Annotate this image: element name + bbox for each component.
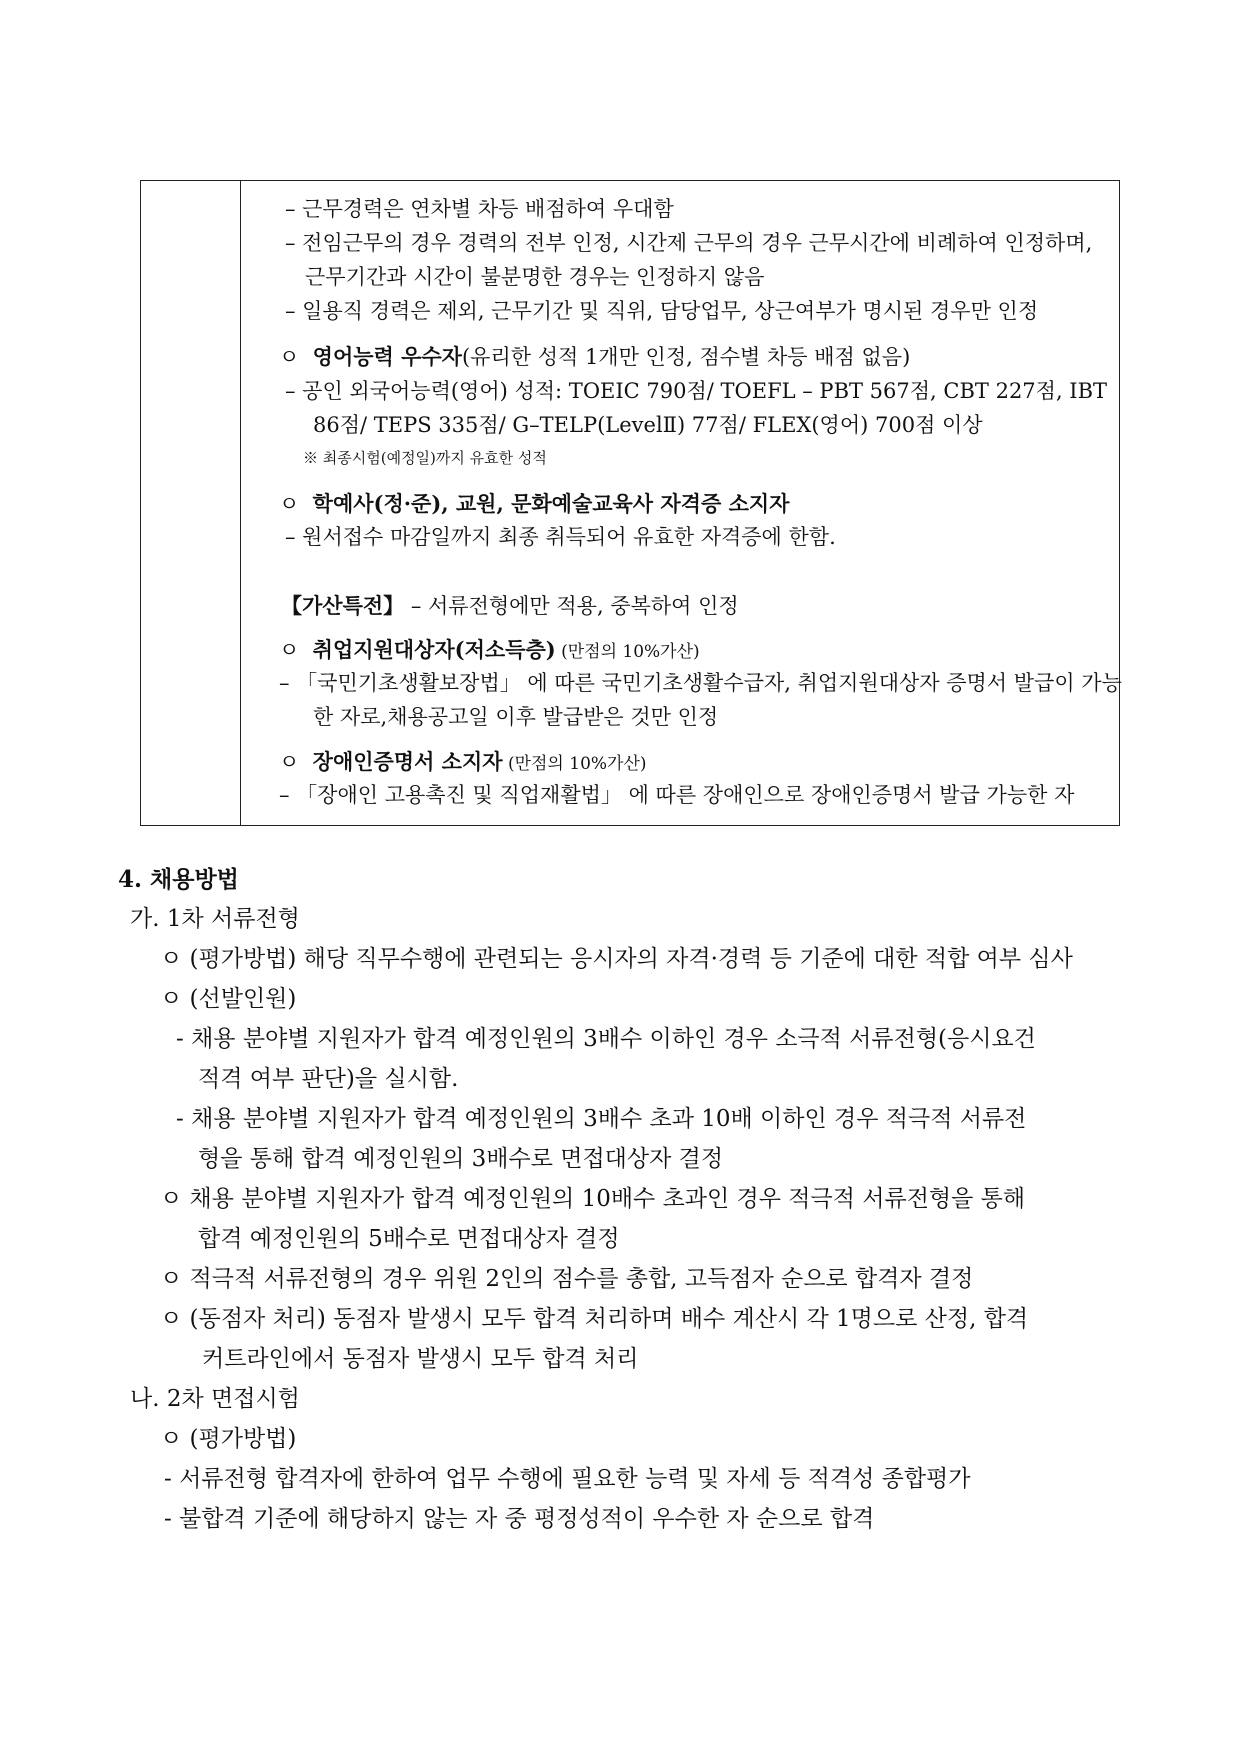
cert-line-1: – 원서접수 마감일까지 최종 취득되어 유효한 자격증에 한함. (285, 525, 836, 549)
a-line-6: 형을 통해 합격 예정인원의 3배수로 면접대상자 결정 (198, 1146, 724, 1172)
disab-title: 장애인증명서 소지자 (312, 749, 503, 774)
bullet-marker: ㅇ (279, 750, 300, 774)
employ-line-2: 한 자로,채용공고일 이후 발급받은 것만 인정 (313, 705, 719, 729)
english-line-1: – 공인 외국어능력(영어) 성적: TOEIC 790점/ TOEFL – PBT 567점, CBT 227점, IBT (285, 379, 1108, 403)
subsection-b-title: 나. 2차 면접시험 (130, 1386, 300, 1412)
cert-heading (279, 493, 789, 515)
bullet-marker: ㅇ (279, 345, 300, 369)
a-line-7: ㅇ 채용 분야별 지원자가 합격 예정인원의 10배수 초과인 경우 적극적 서류전형을 통해 (160, 1186, 1026, 1212)
career-line-2: – 전임근무의 경우 경력의 전부 인정, 시간제 근무의 경우 근무시간에 비례하여 인정하며, (285, 231, 1093, 255)
english-heading (279, 346, 910, 368)
a-line-1: ㅇ (평가방법) 해당 직무수행에 관련되는 응시자의 자격·경력 등 기준에 대한 적합 여부 심사 (160, 946, 1073, 972)
a-line-10: ㅇ (동점자 처리) 동점자 발생시 모두 합격 처리하며 배수 계산시 각 1명으로 산정, 합격 (160, 1306, 1029, 1332)
english-note: (유리한 성적 1개만 인정, 점수별 차등 배점 없음) (461, 345, 911, 369)
english-line-3: ※ 최종시험(예정일)까지 유효한 성적 (303, 449, 547, 467)
b-line-1: ㅇ (평가방법) (160, 1426, 297, 1452)
employ-note: (만점의 10%가산) (555, 642, 700, 662)
employ-line-1: – 「국민기초생활보장법」 에 따른 국민기초생활수급자, 취업지원대상자 증명서 발급이 가능 (279, 671, 1122, 695)
a-line-8: 합격 예정인원의 5배수로 면접대상자 결정 (198, 1226, 620, 1252)
disab-note: (만점의 10%가산) (502, 754, 647, 774)
bonus-title: 【가산특전】 (281, 593, 405, 618)
section-heading: 4. 채용방법 (118, 866, 239, 893)
bonus-heading (281, 595, 739, 617)
a-line-2: ㅇ (선발인원) (160, 986, 297, 1012)
career-line-3: 근무기간과 시간이 불분명한 경우는 인정하지 않음 (305, 265, 765, 289)
employ-heading (279, 639, 700, 661)
b-line-2: - 서류전형 합격자에 한하여 업무 수행에 필요한 능력 및 자세 등 적격성 종합평가 (164, 1466, 971, 1492)
employ-title: 취업지원대상자(저소득층) (312, 637, 556, 662)
table-column-divider (240, 181, 241, 825)
career-line-4: – 일용직 경력은 제외, 근무기간 및 직위, 담당업무, 상근여부가 명시된 경우만 인정 (285, 299, 1039, 323)
career-line-1: – 근무경력은 연차별 차등 배점하여 우대함 (285, 197, 674, 221)
english-title: 영어능력 우수자 (312, 344, 462, 369)
criteria-table (140, 180, 1120, 826)
a-line-5: - 채용 분야별 지원자가 합격 예정인원의 3배수 초과 10배 이하인 경우 적극적 서류전 (176, 1106, 1027, 1132)
bullet-marker: ㅇ (279, 638, 300, 662)
disab-line-1: – 「장애인 고용촉진 및 직업재활법」 에 따른 장애인으로 장애인증명서 발급 가능한 자 (279, 783, 1075, 807)
b-line-3: - 불합격 기준에 해당하지 않는 자 중 평정성적이 우수한 자 순으로 합격 (164, 1506, 875, 1532)
a-line-11: 커트라인에서 동점자 발생시 모두 합격 처리 (202, 1346, 639, 1372)
cert-title: 학예사(정·준), 교원, 문화예술교육사 자격증 소지자 (312, 491, 790, 516)
a-line-9: ㅇ 적극적 서류전형의 경우 위원 2인의 점수를 총합, 고득점자 순으로 합격자 결정 (160, 1266, 974, 1292)
subsection-a-title: 가. 1차 서류전형 (130, 906, 300, 932)
bullet-marker: ㅇ (279, 492, 300, 516)
bonus-desc: – 서류전형에만 적용, 중복하여 인정 (404, 594, 739, 618)
english-line-2: 86점/ TEPS 335점/ G–TELP(LevelⅡ) 77점/ FLEX(영어) 700점 이상 (313, 413, 983, 437)
disab-heading (279, 751, 647, 773)
a-line-3: - 채용 분야별 지원자가 합격 예정인원의 3배수 이하인 경우 소극적 서류전형(응시요건 (176, 1026, 1036, 1052)
a-line-4: 적격 여부 판단)을 실시함. (198, 1066, 459, 1092)
